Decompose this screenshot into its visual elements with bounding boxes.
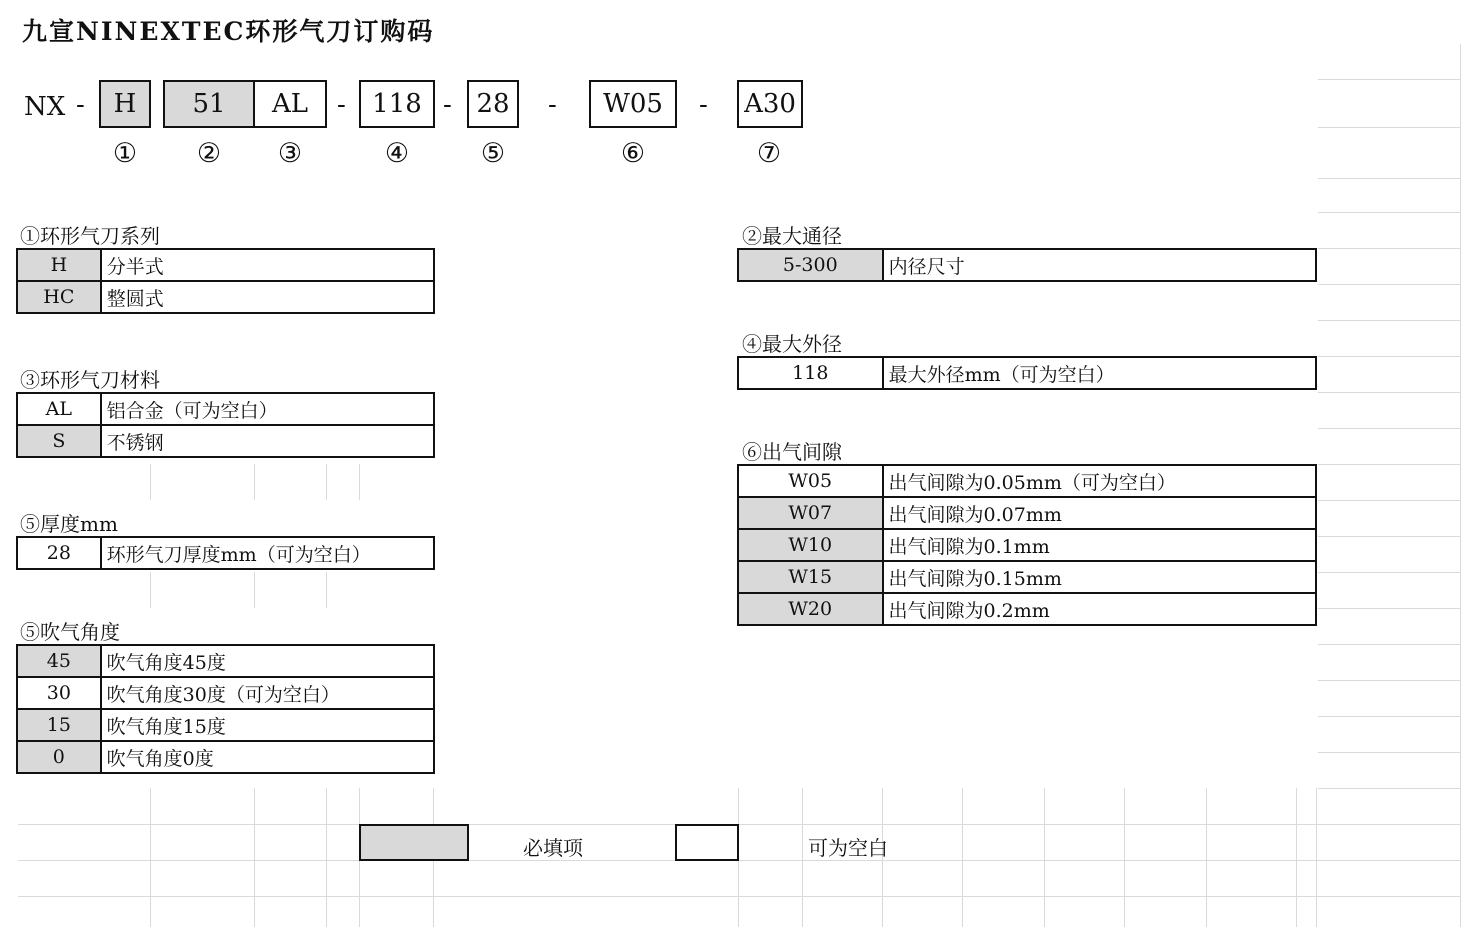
code-segment-series: H [99, 80, 151, 128]
option-code: 15 [17, 709, 101, 741]
table-row [738, 529, 1316, 561]
thickness-table [16, 536, 435, 570]
section-title-bore: ②最大通径 [742, 224, 842, 248]
option-desc: 出气间隙为0.07mm [883, 497, 1316, 529]
gap-table [737, 464, 1317, 626]
code-segment-material: AL [253, 80, 327, 128]
option-desc: 分半式 [101, 249, 434, 281]
code-segment-angle: A30 [737, 80, 803, 128]
table-row [17, 249, 434, 281]
legend-required-label: 必填项 [523, 836, 583, 860]
option-desc: 吹气角度15度 [101, 709, 434, 741]
index-marker: ⑥ [620, 138, 646, 169]
index-marker: ③ [277, 138, 303, 169]
option-code: AL [17, 393, 101, 425]
option-code: 5-300 [738, 249, 883, 281]
option-code: 0 [17, 741, 101, 773]
page-title: 九宣NINEXTEC环形气刀订购码 [22, 17, 435, 46]
code-segment-gap: W05 [589, 80, 677, 128]
option-desc: 出气间隙为0.15mm [883, 561, 1316, 593]
option-code: W05 [738, 465, 883, 497]
option-code: W20 [738, 593, 883, 625]
section-title-gap: ⑥出气间隙 [742, 440, 842, 464]
index-marker: ② [196, 138, 222, 169]
table-row [738, 249, 1316, 281]
legend-optional-swatch [675, 824, 739, 861]
section-title-material: ③环形气刀材料 [20, 368, 160, 392]
code-dash: - [443, 90, 452, 120]
code-dash: - [548, 90, 557, 120]
legend-required-swatch [359, 824, 469, 861]
option-desc: 吹气角度45度 [101, 645, 434, 677]
table-row [738, 561, 1316, 593]
option-code: W07 [738, 497, 883, 529]
option-desc: 吹气角度0度 [101, 741, 434, 773]
code-segment-thickness: 28 [467, 80, 519, 128]
table-row [17, 537, 434, 569]
option-code: 118 [738, 357, 883, 389]
option-code: HC [17, 281, 101, 313]
table-row [738, 357, 1316, 389]
option-code: 45 [17, 645, 101, 677]
option-desc: 出气间隙为0.05mm（可为空白） [883, 465, 1316, 497]
table-row [738, 465, 1316, 497]
option-desc: 环形气刀厚度mm（可为空白） [101, 537, 434, 569]
option-code: S [17, 425, 101, 457]
series-table [16, 248, 435, 314]
angle-table [16, 644, 435, 774]
section-title-outer: ④最大外径 [742, 332, 842, 356]
table-row [17, 393, 434, 425]
code-dash: - [76, 90, 85, 120]
code-segment-outer: 118 [359, 80, 435, 128]
option-desc: 最大外径mm（可为空白） [883, 357, 1316, 389]
table-row [17, 709, 434, 741]
option-desc: 铝合金（可为空白） [101, 393, 434, 425]
code-dash: - [699, 90, 708, 120]
index-marker: ① [112, 138, 138, 169]
table-row [738, 497, 1316, 529]
option-desc: 吹气角度30度（可为空白） [101, 677, 434, 709]
legend-optional-label: 可为空白 [808, 836, 888, 860]
table-row [17, 281, 434, 313]
table-row [17, 645, 434, 677]
index-marker: ④ [384, 138, 410, 169]
bore-table [737, 248, 1317, 282]
table-row [17, 425, 434, 457]
table-row [738, 593, 1316, 625]
option-desc: 不锈钢 [101, 425, 434, 457]
outer-table [737, 356, 1317, 390]
section-title-series: ①环形气刀系列 [20, 224, 160, 248]
section-title-angle: ⑤吹气角度 [20, 620, 120, 644]
option-code: H [17, 249, 101, 281]
option-code: W10 [738, 529, 883, 561]
section-title-thickness: ⑤厚度mm [20, 512, 118, 536]
code-dash: - [337, 90, 346, 120]
code-segment-bore: 51 [163, 80, 255, 128]
option-code: 28 [17, 537, 101, 569]
option-desc: 整圆式 [101, 281, 434, 313]
table-row [17, 677, 434, 709]
index-marker: ⑤ [480, 138, 506, 169]
material-table [16, 392, 435, 458]
table-row [17, 741, 434, 773]
option-code: W15 [738, 561, 883, 593]
code-prefix: NX [24, 92, 66, 122]
option-code: 30 [17, 677, 101, 709]
option-desc: 内径尺寸 [883, 249, 1316, 281]
option-desc: 出气间隙为0.1mm [883, 529, 1316, 561]
index-marker: ⑦ [756, 138, 782, 169]
option-desc: 出气间隙为0.2mm [883, 593, 1316, 625]
